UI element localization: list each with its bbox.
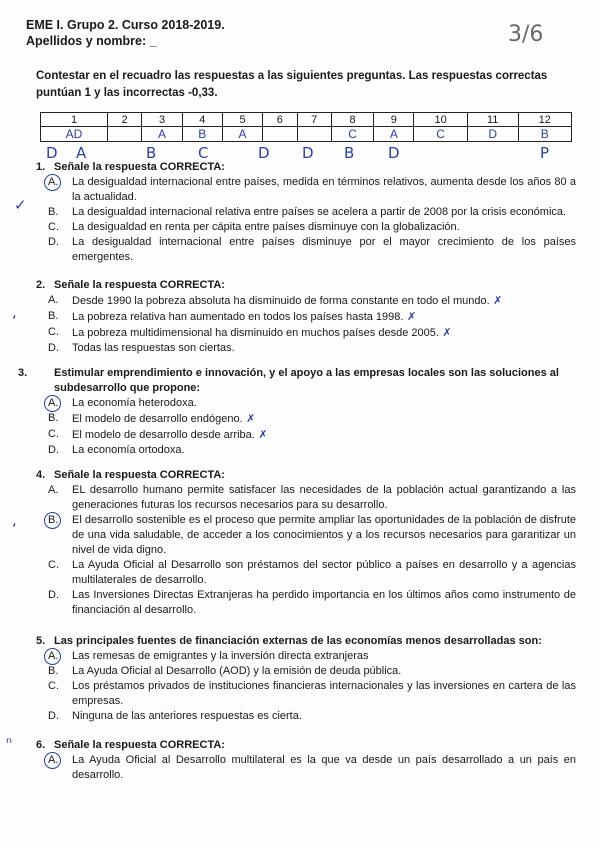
question-number: 5. <box>36 635 46 647</box>
question-title: Las principales fuentes de financiación externas de las economías menos desarrolladas son: <box>54 635 542 647</box>
option-5c[interactable]: C. Los préstamos privados de instituciones financieras internacionales y las inversiones en cartera de las empresas. <box>48 680 576 707</box>
cross-mark-icon: ✗ <box>489 294 503 307</box>
option-4a[interactable]: A. EL desarrollo humano permite satisfacer las necesidades de la población actual garantizando a las generaciones futuras los recursos necesarios para su desarrollo. <box>48 484 576 511</box>
cross-mark-icon: ✗ <box>403 310 417 323</box>
correction-letter: D <box>388 144 400 162</box>
grid-number: 8 <box>331 113 373 127</box>
grid-answer-cell[interactable]: A <box>374 127 414 142</box>
option-3b[interactable]: B. El modelo de desarrollo endógeno. ✗ <box>48 412 256 425</box>
grid-number: 11 <box>467 113 518 127</box>
grid-answer-cell[interactable]: AD <box>41 127 108 142</box>
option-1b[interactable]: B. La desigualdad internacional relativa entre países se acelera a partir de 2008 por la crisis económica. <box>48 206 567 218</box>
grid-number: 7 <box>297 113 331 127</box>
grid-answer-cell[interactable]: C <box>414 127 467 142</box>
correction-letter: A <box>76 144 87 162</box>
question-4 <box>36 468 576 618</box>
grid-number: 2 <box>108 113 142 127</box>
question-number: 1. <box>36 161 46 173</box>
question-title: Señale la respuesta CORRECTA: <box>54 469 225 481</box>
option-2d[interactable]: D. Todas las respuestas son ciertas. <box>48 342 235 354</box>
correction-letter: C <box>198 144 209 162</box>
question-number: 6. <box>36 739 46 751</box>
question-1 <box>36 160 576 265</box>
question-6 <box>36 738 576 783</box>
grid-number: 12 <box>518 113 571 127</box>
question-title: Estimular emprendimiento e innovación, y el apoyo a las empresas locales son las soluciones al subdesarrollo que propone: <box>54 367 559 394</box>
grid-number: 4 <box>182 113 222 127</box>
grid-answer-cell[interactable]: C <box>331 127 373 142</box>
option-1c[interactable]: C. La desigualdad en renta per cápita entre países disminuye con la globalización. <box>48 221 460 233</box>
question-title: Señale la respuesta CORRECTA: <box>54 279 225 291</box>
correction-letter: P <box>540 144 550 162</box>
margin-tick-icon: ‘ <box>12 520 17 538</box>
answer-grid <box>40 112 572 142</box>
question-title: Señale la respuesta CORRECTA: <box>54 161 225 173</box>
grid-number: 10 <box>414 113 467 127</box>
option-5b[interactable]: B. La Ayuda Oficial al Desarrollo (AOD) y la emisión de deuda pública. <box>48 665 402 677</box>
option-1d[interactable]: D. La desigualdad internacional entre países disminuye por el mayor crecimiento de los países emergentes. <box>48 236 576 263</box>
grid-number: 3 <box>142 113 182 127</box>
question-2 <box>36 278 576 356</box>
grid-answer-cell[interactable]: B <box>182 127 222 142</box>
question-3 <box>18 366 576 458</box>
grid-answer-cell[interactable]: A <box>222 127 262 142</box>
grid-answer-cell[interactable]: D <box>467 127 518 142</box>
question-number: 4. <box>36 469 46 481</box>
grid-number: 5 <box>222 113 262 127</box>
option-1a[interactable]: A. La desigualdad internacional entre países, medida en términos relativos, aumenta desde los años 80 a la actualidad. <box>36 175 576 205</box>
handwritten-score: 3/6 <box>508 22 544 47</box>
grid-answer-cell[interactable]: A <box>142 127 182 142</box>
option-2a[interactable]: A. Desde 1990 la pobreza absoluta ha disminuido de forma constante en todo el mundo. ✗ <box>48 294 503 307</box>
grid-number-row <box>41 113 572 127</box>
margin-check-icon: ✓ <box>14 196 27 214</box>
margin-mark-icon: ⁿ <box>6 734 12 752</box>
option-4c[interactable]: C. La Ayuda Oficial al Desarrollo son préstamos del sector público a países en desarrollo y a agencias multilaterales de desarrollo. <box>48 559 576 586</box>
option-4d[interactable]: D. Las Inversiones Directas Extranjeras ha perdido importancia en los últimos años como instrumento de financiación al desarrollo. <box>48 589 576 616</box>
grid-number: 6 <box>263 113 297 127</box>
option-4b[interactable]: B. El desarrollo sostenible es el proceso que permite ampliar las oportunidades de la población de disfrute de una vida saludable, de acceder a los conocimientos y a los recursos necesarios para garantizar un nivel de vida digno. <box>36 513 576 558</box>
grid-answer-row <box>41 127 572 142</box>
option-6a[interactable]: A. La Ayuda Oficial al Desarrollo multilateral es la que va desde un país desarrollado a un país en desarrollo. <box>36 753 576 783</box>
question-number: 3. <box>18 367 28 379</box>
question-5 <box>36 634 576 724</box>
correction-letter: D <box>46 144 58 162</box>
correction-letter: D <box>302 144 314 162</box>
correction-letter: D <box>258 144 270 162</box>
margin-tick-icon: ‘ <box>12 312 17 330</box>
option-3a[interactable]: A. La economía heterodoxa. <box>36 396 576 411</box>
option-3d[interactable]: D. La economía ortodoxa. <box>48 444 185 456</box>
cross-mark-icon: ✗ <box>242 412 256 425</box>
grid-answer-cell[interactable] <box>297 127 331 142</box>
question-number: 2. <box>36 279 46 291</box>
name-field-label[interactable]: Apellidos y nombre: _ <box>26 34 157 48</box>
correction-letter: B <box>344 144 355 162</box>
grid-answer-cell[interactable]: B <box>518 127 571 142</box>
option-5d[interactable]: D. Ninguna de las anteriores respuestas es cierta. <box>48 710 302 722</box>
option-2b[interactable]: B. La pobreza relativa han aumentado en todos los países hasta 1998. ✗ <box>48 310 417 323</box>
option-3c[interactable]: C. El modelo de desarrollo desde arriba. ✗ <box>48 428 268 441</box>
course-header: EME I. Grupo 2. Curso 2018-2019. <box>26 18 225 32</box>
grid-answer-cell[interactable] <box>108 127 142 142</box>
grid-answer-cell[interactable] <box>263 127 297 142</box>
cross-mark-icon: ✗ <box>254 428 268 441</box>
question-title: Señale la respuesta CORRECTA: <box>54 739 225 751</box>
correction-letter: B <box>146 144 157 162</box>
option-5a[interactable]: A. Las remesas de emigrantes y la inversión directa extranjeras <box>36 649 576 664</box>
cross-mark-icon: ✗ <box>438 326 452 339</box>
instructions: Contestar en el recuadro las respuestas a las siguientes preguntas. Las respuestas correctas puntúan 1 y las incorrectas -0,33. <box>36 70 548 99</box>
option-2c[interactable]: C. La pobreza multidimensional ha disminuido en muchos países desde 2005. ✗ <box>48 326 452 339</box>
grid-number: 9 <box>374 113 414 127</box>
grid-number: 1 <box>41 113 108 127</box>
